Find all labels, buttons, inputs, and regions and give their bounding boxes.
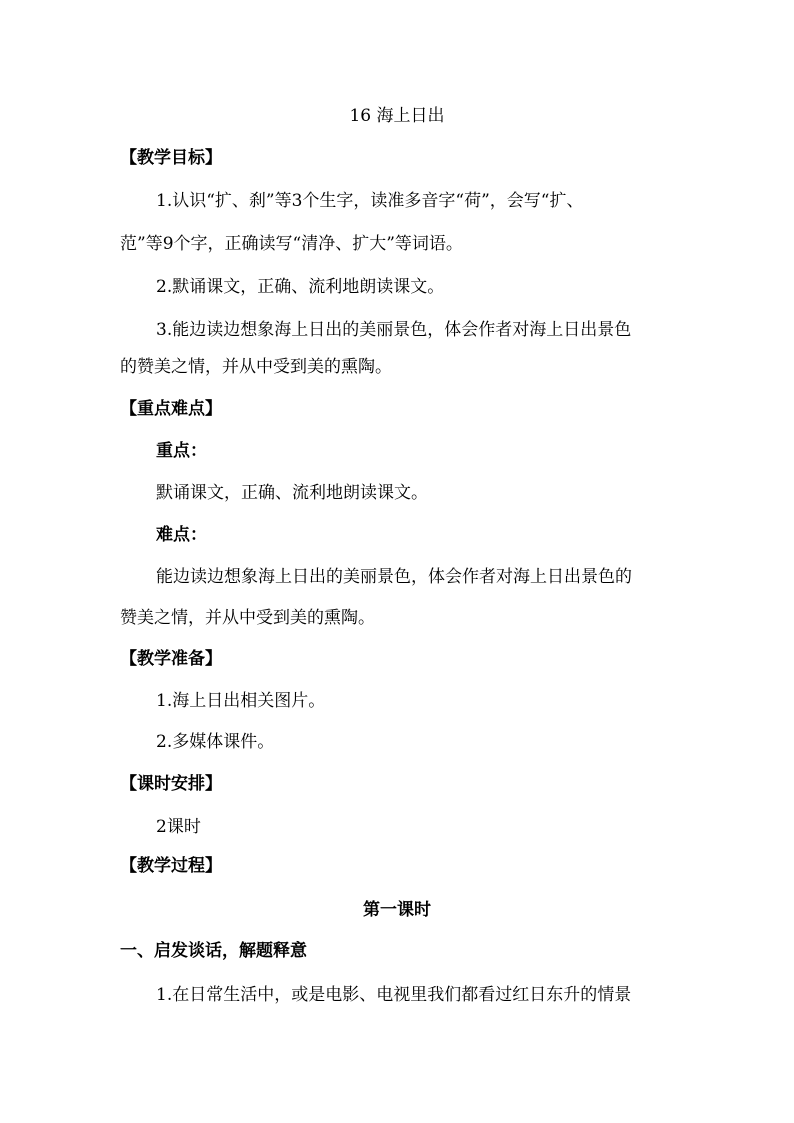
key-label: 重点： — [156, 441, 207, 461]
key-text: 默诵课文，正确、流利地朗读课文。 — [156, 483, 428, 503]
key-points-heading: 【重点难点】 — [120, 399, 222, 419]
part-1-heading: 一、启发谈话，解题释意 — [120, 941, 307, 961]
schedule-text: 2课时 — [156, 817, 201, 837]
lesson-title: 第一课时 — [363, 900, 431, 920]
objectives-heading: 【教学目标】 — [120, 148, 222, 168]
preparation-item-1: 1.海上日出相关图片。 — [156, 691, 326, 711]
preparation-item-2: 2.多媒体课件。 — [156, 732, 275, 752]
objective-2: 2.默诵课文，正确、流利地朗读课文。 — [156, 277, 445, 297]
objective-3-line-1: 3.能边读边想象海上日出的美丽景色，体会作者对海上日出景色 — [156, 320, 632, 340]
part-1-text: 1.在日常生活中，或是电影、电视里我们都看过红日东升的情景 — [156, 985, 632, 1005]
process-heading: 【教学过程】 — [120, 856, 222, 876]
objective-3-line-2: 的赞美之情，并从中受到美的熏陶。 — [120, 357, 392, 377]
objective-1-line-2: 范”等9个字，正确读写“清净、扩大”等词语。 — [120, 234, 463, 254]
preparation-heading: 【教学准备】 — [120, 649, 222, 669]
difficult-label: 难点： — [156, 525, 207, 545]
difficult-line-2: 赞美之情，并从中受到美的熏陶。 — [120, 608, 375, 628]
page-title: 16 海上日出 — [349, 106, 445, 126]
schedule-heading: 【课时安排】 — [120, 774, 222, 794]
objective-1-line-1: 1.认识“扩、刹”等3个生字，读准多音字“荷”，会写“扩、 — [156, 191, 584, 211]
difficult-line-1: 能边读边想象海上日出的美丽景色，体会作者对海上日出景色的 — [156, 567, 632, 587]
